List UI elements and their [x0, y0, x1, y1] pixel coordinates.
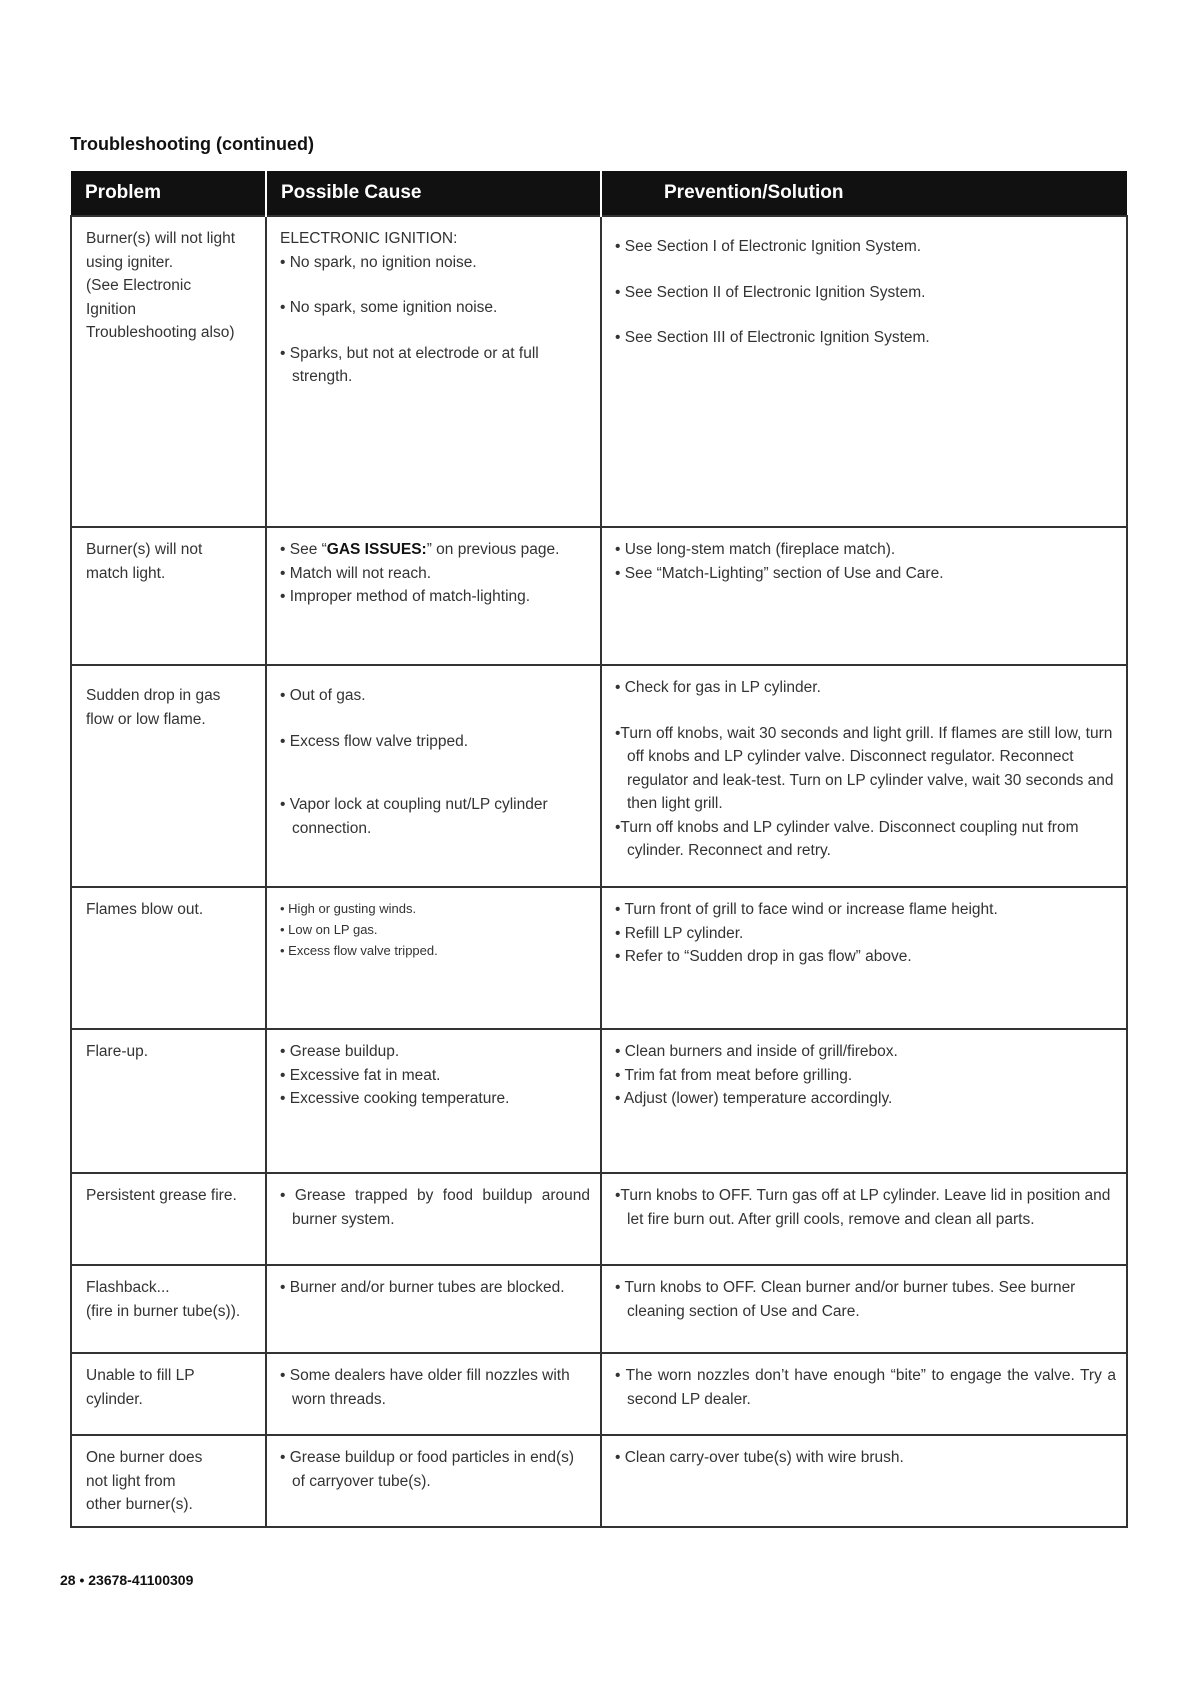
solution-cell	[601, 1265, 1127, 1353]
problem-text: Flashback...	[86, 1279, 170, 1296]
problem-cell	[71, 216, 266, 527]
problem-cell	[71, 527, 266, 665]
cause-item: • Improper method of match-lighting.	[280, 588, 531, 605]
table-row	[71, 216, 1127, 527]
cause-item: • High or gusting winds.	[280, 901, 417, 916]
cause-item: • Excess flow valve tripped.	[280, 943, 438, 958]
cause-item: • Excessive cooking temperature.	[280, 1090, 510, 1107]
problem-text: Burner(s) will not light	[86, 230, 236, 247]
header-possible-cause: Possible Cause	[266, 171, 601, 216]
table-row	[71, 1265, 1127, 1353]
cause-item: • Burner and/or burner tubes are blocked.	[280, 1279, 565, 1296]
solution-item: • Use long-stem match (fireplace match).	[615, 541, 896, 558]
table-row	[71, 1173, 1127, 1265]
cause-item: • Low on LP gas.	[280, 922, 378, 937]
problem-text: Flare-up.	[86, 1043, 149, 1060]
solution-item: • Turn knobs to OFF. Clean burner and/or burner tubes. See burner cleaning section of Use and Care.	[615, 1279, 1076, 1320]
cause-cell	[266, 665, 601, 887]
solution-cell	[601, 527, 1127, 665]
cause-item: • Match will not reach.	[280, 564, 432, 582]
cause-prefix: • See “	[280, 541, 327, 558]
problem-text: other burner(s).	[86, 1496, 193, 1513]
problem-text: (See Electronic	[86, 277, 192, 294]
solution-item: • Refill LP cylinder.	[615, 924, 744, 942]
cause-cell	[266, 887, 601, 1029]
problem-cell	[71, 1353, 266, 1435]
problem-text: Sudden drop in gas	[86, 687, 221, 704]
cause-item: • Grease buildup or food particles in end(s) of carryover tube(s).	[280, 1449, 575, 1490]
page-footer: 28 • 23678-41100309	[60, 1572, 194, 1588]
problem-text: Troubleshooting also)	[86, 324, 235, 341]
problem-text: match light.	[86, 564, 166, 582]
solution-item: • See Section III of Electronic Ignition System.	[615, 329, 930, 346]
problem-cell	[71, 1029, 266, 1173]
solution-cell	[601, 1173, 1127, 1265]
solution-item: •Turn knobs to OFF. Turn gas off at LP cylinder. Leave lid in position and let fire burn out. After grill cools, remove and clean all parts.	[615, 1187, 1111, 1228]
cause-cell	[266, 527, 601, 665]
solution-item: • Check for gas in LP cylinder.	[615, 679, 821, 696]
cause-item: • Sparks, but not at electrode or at full strength.	[280, 344, 539, 385]
solution-item: • Clean carry-over tube(s) with wire brush.	[615, 1449, 904, 1466]
solution-item: • See Section I of Electronic Ignition System.	[615, 238, 922, 255]
cause-item: • Excessive fat in meat.	[280, 1066, 441, 1084]
cause-cell	[266, 1265, 601, 1353]
table-row	[71, 527, 1127, 665]
solution-item: • See “Match-Lighting” section of Use and Care.	[615, 564, 944, 582]
table-row	[71, 887, 1127, 1029]
solution-cell	[601, 887, 1127, 1029]
header-problem: Problem	[71, 171, 266, 216]
solution-item: • The worn nozzles don’t have enough “bite” to engage the valve. Try a second LP dealer.	[615, 1367, 1116, 1408]
solution-cell	[601, 665, 1127, 887]
table-row	[71, 1029, 1127, 1173]
solution-cell	[601, 1029, 1127, 1173]
cause-item: • Excess flow valve tripped.	[280, 732, 469, 750]
cause-item: • Grease trapped by food buildup around burner system.	[280, 1187, 590, 1228]
cause-suffix: ” on previous page.	[426, 541, 560, 558]
problem-text: Burner(s) will not	[86, 541, 203, 558]
solution-item: • Turn front of grill to face wind or increase flame height.	[615, 901, 998, 918]
problem-text: Ignition	[86, 300, 136, 318]
cause-heading: ELECTRONIC IGNITION:	[280, 230, 458, 247]
solution-item: •Turn off knobs, wait 30 seconds and light grill. If flames are still low, turn off knobs and LP cylinder valve. Disconnect regulator. Reconnect regulator and leak-test. Turn on LP cylinder valve, wait 30 seconds and then light grill.	[615, 724, 1114, 812]
problem-text: cylinder.	[86, 1390, 143, 1408]
solution-item: • Refer to “Sudden drop in gas flow” above.	[615, 948, 912, 965]
cause-cell	[266, 1435, 601, 1527]
problem-text: One burner does	[86, 1449, 203, 1466]
problem-cell	[71, 1265, 266, 1353]
cause-item: • Some dealers have older fill nozzles with worn threads.	[280, 1367, 570, 1408]
gas-issues-reference: GAS ISSUES:	[326, 541, 427, 558]
problem-text: Flames blow out.	[86, 901, 204, 918]
troubleshooting-table	[70, 171, 1128, 1528]
problem-cell	[71, 665, 266, 887]
problem-text: not light from	[86, 1472, 176, 1490]
cause-item: • No spark, some ignition noise.	[280, 299, 498, 316]
table-header-row	[71, 171, 1127, 216]
cause-cell	[266, 216, 601, 527]
problem-text: Unable to fill LP	[86, 1367, 195, 1384]
cause-cell	[266, 1173, 601, 1265]
header-prevention-solution: Prevention/Solution	[601, 171, 1127, 216]
solution-cell	[601, 216, 1127, 527]
solution-item: • See Section II of Electronic Ignition System.	[615, 283, 926, 301]
problem-text: Persistent grease fire.	[86, 1187, 237, 1204]
solution-item: •Turn off knobs and LP cylinder valve. Disconnect coupling nut from cylinder. Reconnect and retry.	[615, 818, 1079, 859]
solution-item: • Clean burners and inside of grill/firebox.	[615, 1043, 898, 1060]
problem-cell	[71, 1435, 266, 1527]
cause-item: • No spark, no ignition noise.	[280, 253, 477, 271]
problem-cell	[71, 887, 266, 1029]
solution-cell	[601, 1435, 1127, 1527]
solution-item: • Trim fat from meat before grilling.	[615, 1066, 853, 1084]
problem-text: using igniter.	[86, 253, 174, 271]
solution-item: • Adjust (lower) temperature accordingly.	[615, 1090, 893, 1107]
problem-text: flow or low flame.	[86, 710, 206, 728]
cause-item: • Vapor lock at coupling nut/LP cylinder connection.	[280, 796, 548, 837]
problem-text: (fire in burner tube(s)).	[86, 1302, 241, 1320]
table-row	[71, 665, 1127, 887]
solution-cell	[601, 1353, 1127, 1435]
table-row	[71, 1353, 1127, 1435]
table-row	[71, 1435, 1127, 1527]
problem-cell	[71, 1173, 266, 1265]
cause-item: • Out of gas.	[280, 687, 366, 704]
cause-item	[280, 538, 590, 562]
cause-cell	[266, 1353, 601, 1435]
page-title: Troubleshooting (continued)	[70, 134, 314, 154]
cause-item: • Grease buildup.	[280, 1043, 400, 1060]
cause-cell	[266, 1029, 601, 1173]
